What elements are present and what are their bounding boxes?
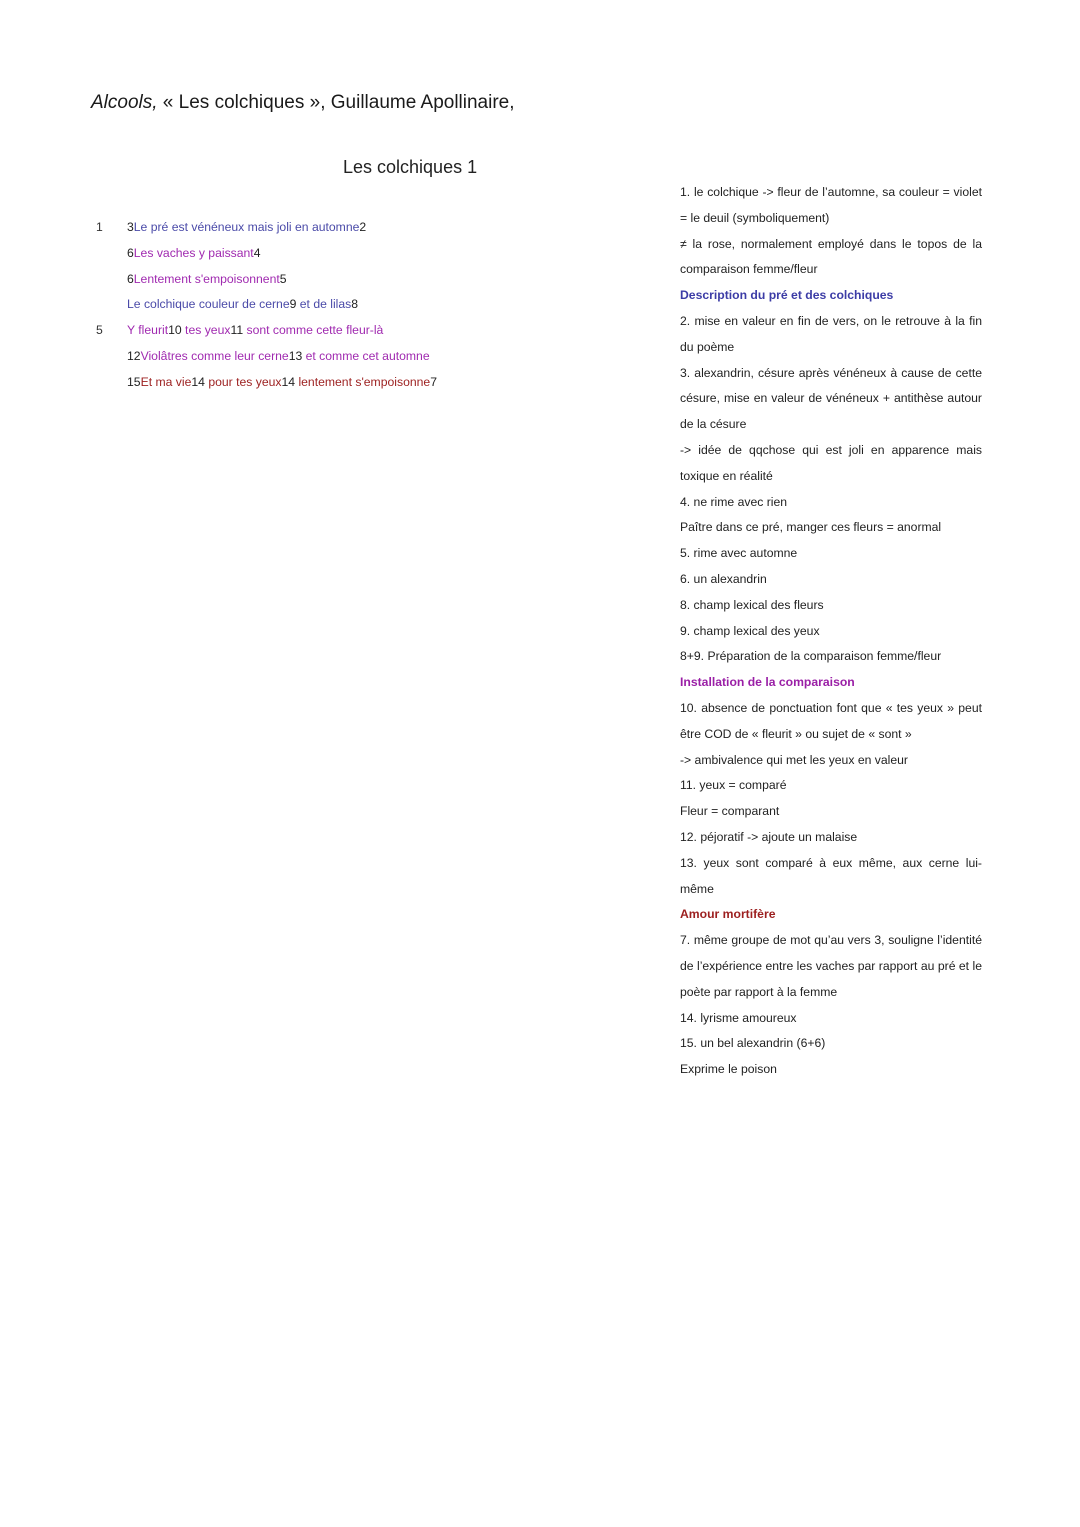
- verse-segment: 11: [230, 323, 244, 338]
- verse-segment: 14: [191, 374, 205, 389]
- verse-segment: lentement s'empoisonne: [295, 374, 431, 389]
- poem-verse: [96, 373, 616, 399]
- note-paragraph: 5. rime avec automne: [680, 546, 798, 561]
- note-paragraph: 6. un alexandrin: [680, 571, 767, 586]
- poem-verse: [96, 244, 616, 270]
- verse-segment: et comme cet automne: [302, 348, 430, 363]
- poem-verse: [96, 295, 616, 321]
- verse-segment: Le colchique couleur de cerne: [127, 297, 290, 312]
- note-paragraph: Paître dans ce pré, manger ces fleurs = anormal: [680, 520, 942, 535]
- verse-segment: Les vaches y paissant: [133, 245, 254, 260]
- note-paragraph: -> ambivalence qui met les yeux en valeur: [680, 752, 908, 767]
- verse-text: [127, 347, 430, 365]
- verse-number: 5: [96, 323, 103, 338]
- verse-segment: 6: [127, 245, 134, 260]
- note-paragraph: Exprime le poison: [680, 1062, 777, 1077]
- verse-segment: tes yeux: [181, 323, 231, 338]
- note-paragraph: 9. champ lexical des yeux: [680, 623, 820, 638]
- note-heading: Installation de la comparaison: [680, 675, 855, 690]
- verse-segment: Lentement s'empoisonnent: [133, 271, 280, 286]
- verse-segment: pour tes yeux: [204, 374, 282, 389]
- verse-text: [127, 244, 260, 262]
- note-paragraph: 2. mise en valeur en fin de vers, on le retrouve à la fin du poème: [680, 313, 982, 354]
- note-paragraph: 8. champ lexical des fleurs: [680, 597, 824, 612]
- verse-segment: sont comme cette fleur-là: [243, 323, 384, 338]
- verse-text: [127, 373, 437, 391]
- verse-segment: 14: [281, 374, 296, 389]
- verse-segment: Violâtres comme leur cerne: [140, 348, 289, 363]
- note-paragraph: 11. yeux = comparé: [680, 778, 787, 793]
- verse-segment: 4: [253, 245, 261, 260]
- verse-segment: Et ma vie: [140, 374, 192, 389]
- title-rest: « Les colchiques », Guillaume Apollinaire,: [157, 92, 515, 113]
- verse-segment: 9: [289, 297, 297, 312]
- poem-verse: [96, 321, 616, 347]
- verse-segment: 12: [127, 348, 141, 363]
- poem-verse: [96, 218, 616, 244]
- note-paragraph: 15. un bel alexandrin (6+6): [680, 1036, 826, 1051]
- verse-segment: 7: [430, 374, 437, 389]
- poem-text: [96, 218, 616, 399]
- verse-number: 1: [96, 220, 103, 234]
- verse-segment: 8: [351, 297, 359, 312]
- verse-text: [127, 321, 383, 339]
- verse-segment: 6: [127, 271, 134, 286]
- note-paragraph: 13. yeux sont comparé à eux même, aux cerne lui-même: [680, 855, 982, 896]
- note-paragraph: 3. alexandrin, césure après vénéneux à cause de cette césure, mise en valeur de vénéneux + antithèse autour de la césure: [680, 365, 982, 432]
- note-paragraph: 14. lyrisme amoureux: [680, 1010, 797, 1025]
- verse-segment: Le pré est vénéneux mais joli en automne: [133, 220, 360, 234]
- verse-segment: 2: [359, 220, 367, 234]
- verse-segment: 13: [288, 348, 303, 363]
- note-paragraph: 1. le colchique -> fleur de l’automne, sa couleur = violet = le deuil (symboliquement): [680, 185, 982, 225]
- note-paragraph: 4. ne rime avec rien: [680, 494, 788, 509]
- note-paragraph: 12. péjoratif -> ajoute un malaise: [680, 829, 858, 844]
- annotation-notes: [680, 180, 982, 1083]
- verse-segment: 15: [127, 374, 141, 389]
- note-heading: Amour mortifère: [680, 907, 776, 922]
- verse-segment: Y fleurit: [127, 323, 169, 338]
- note-paragraph: ≠ la rose, normalement employé dans le topos de la comparaison femme/fleur: [680, 236, 982, 277]
- poem-verse: [96, 347, 616, 373]
- verse-segment: 10: [168, 323, 182, 338]
- note-paragraph: 8+9. Préparation de la comparaison femme/fleur: [680, 649, 942, 664]
- title-italic: Alcools,: [91, 92, 158, 113]
- poem-verse: [96, 270, 616, 296]
- verse-text: [127, 218, 366, 236]
- verse-segment: 5: [279, 271, 287, 286]
- verse-segment: et de lilas: [296, 297, 352, 312]
- note-paragraph: Fleur = comparant: [680, 804, 780, 819]
- note-paragraph: 7. même groupe de mot qu’au vers 3, souligne l’identité de l’expérience entre les vaches par rapport au pré et le poète par rapport à la femme: [680, 933, 982, 999]
- verse-text: [127, 270, 287, 288]
- poem-title: Les colchiques 1: [343, 157, 478, 177]
- note-paragraph: -> idée de qqchose qui est joli en apparence mais toxique en réalité: [680, 442, 982, 483]
- note-heading: Description du pré et des colchiques: [680, 288, 894, 303]
- verse-segment: 3: [127, 220, 134, 234]
- note-paragraph: 10. absence de ponctuation font que « tes yeux » peut être COD de « fleurit » ou sujet de « sont »: [680, 700, 982, 741]
- document-title: [91, 92, 515, 114]
- verse-text: [127, 295, 358, 313]
